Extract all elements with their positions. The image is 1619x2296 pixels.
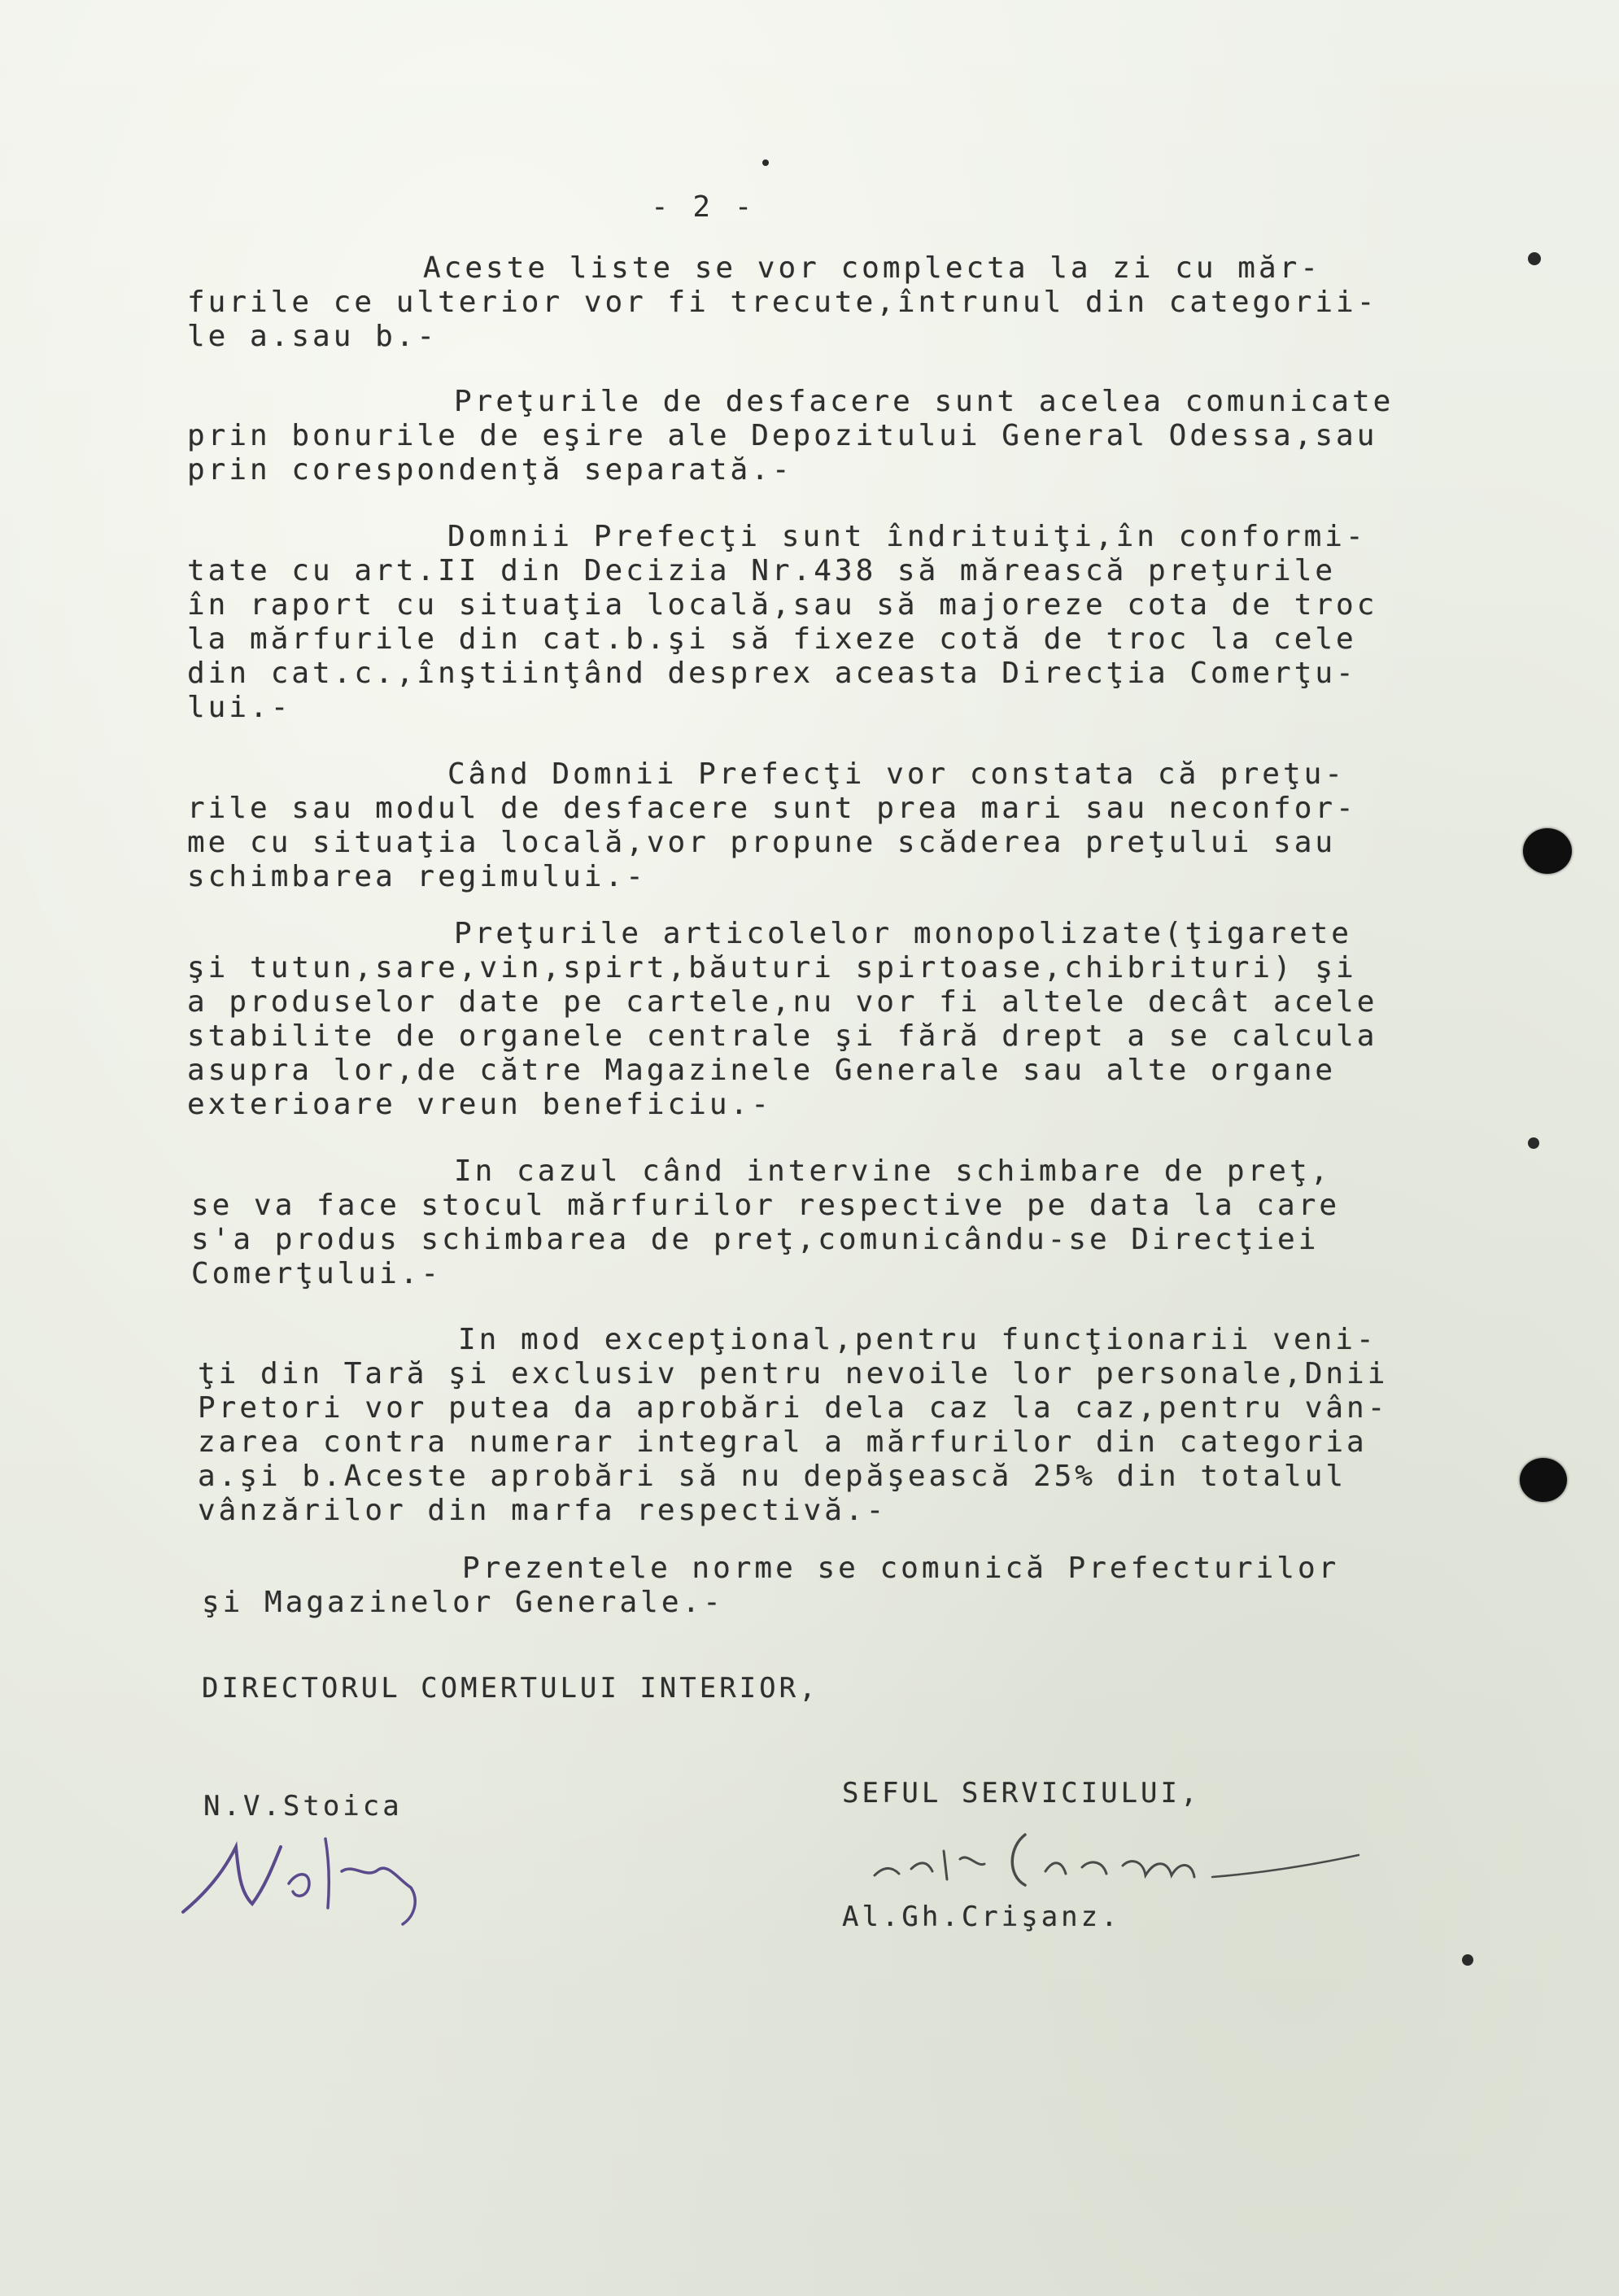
right-handwritten-signature [862, 1810, 1367, 1900]
paper-mark [762, 159, 769, 166]
paragraph-1-line-1: Aceste liste se vor complecta la zi cu măr- [423, 251, 1321, 285]
paragraph-4-line-2: rile sau modul de desfacere sunt prea mari sau neconfor- [187, 792, 1357, 825]
paragraph-7-line-3: Pretori vor putea da aprobări dela caz la caz,pentru vân- [198, 1391, 1389, 1425]
paragraph-5-line-2: şi tutun,sare,vin,spirt,băuturi spirtoase,chibrituri) şi [187, 951, 1357, 984]
paragraph-3-line-4: la mărfurile din cat.b.şi să fixeze cotă de troc la cele [187, 622, 1357, 656]
paragraph-6-line-4: Comerţului.- [191, 1257, 443, 1290]
paragraph-4-line-1: Când Domnii Prefecţi vor constata că preţu- [447, 757, 1346, 791]
paragraph-3-line-3: în raport cu situaţia locală,sau să majoreze cota de troc [187, 588, 1378, 622]
paper-mark [1462, 1954, 1473, 1966]
paragraph-8-line-1: Prezentele norme se comunică Prefecturilor [462, 1552, 1340, 1585]
paragraph-3-line-6: lui.- [187, 691, 292, 724]
paragraph-5-line-1: Preţurile articolelor monopolizate(ţigarete [454, 917, 1352, 950]
page-number: - 2 - [651, 190, 756, 224]
paragraph-7-line-1: In mod excepţional,pentru funcţionarii veni- [458, 1323, 1377, 1356]
paragraph-3-line-2: tate cu art.II din Decizia Nr.438 să mărească preţurile [187, 554, 1337, 587]
paragraph-2-line-3: prin corespondenţă separată.- [187, 453, 793, 487]
paragraph-4-line-3: me cu situaţia locală,vor propune scăderea preţului sau [187, 826, 1337, 859]
paragraph-2-line-1: Preţurile de desfacere sunt acelea comunicate [454, 385, 1394, 418]
punch-hole-1 [1523, 828, 1572, 874]
paragraph-1-line-3: le a.sau b.- [187, 320, 439, 353]
paragraph-3-line-5: din cat.c.,înştiinţând desprex aceasta Direcţia Comerţu- [187, 657, 1357, 690]
right-signatory-title: SEFUL SERVICIULUI, [842, 1777, 1201, 1809]
paragraph-7-line-4: zarea contra numerar integral a mărfurilor din categoria [198, 1425, 1368, 1459]
paragraph-1-line-2: furile ce ulterior vor fi trecute,întrunul din categorii- [187, 286, 1378, 319]
paragraph-5-line-4: stabilite de organele centrale şi fără drept a se calcula [187, 1019, 1378, 1053]
paragraph-5-line-6: exterioare vreun beneficiu.- [187, 1088, 772, 1121]
director-title: DIRECTORUL COMERTULUI INTERIOR, [202, 1672, 819, 1705]
right-signatory-name: Al.Gh.Crişanz. [842, 1901, 1121, 1933]
paragraph-5-line-3: a produselor date pe cartele,nu vor fi altele decât acele [187, 985, 1378, 1019]
paragraph-8-line-2: şi Magazinelor Generale.- [202, 1586, 724, 1619]
paragraph-7-line-2: ţi din Tară şi exclusiv pentru nevoile lor personale,Dnii [198, 1357, 1389, 1390]
paragraph-7-line-6: vânzărilor din marfa respectivă.- [198, 1494, 888, 1527]
paragraph-6-line-1: In cazul când intervine schimbare de preţ, [454, 1155, 1332, 1188]
punch-hole-2 [1520, 1458, 1567, 1502]
paragraph-5-line-5: asupra lor,de către Magazinele Generale sau alte organe [187, 1054, 1337, 1087]
paragraph-7-line-5: a.şi b.Aceste aprobări să nu depăşească 25% din totalul [198, 1460, 1347, 1493]
left-handwritten-signature [175, 1822, 443, 1936]
paragraph-3-line-1: Domnii Prefecţi sunt îndrituiţi,în conformi- [447, 520, 1367, 553]
left-signatory-name: N.V.Stoica [203, 1790, 403, 1822]
paper-mark [1528, 1137, 1539, 1149]
paragraph-2-line-2: prin bonurile de eşire ale Depozitului General Odessa,sau [187, 419, 1378, 452]
paragraph-4-line-4: schimbarea regimului.- [187, 860, 647, 893]
paper-mark [1528, 252, 1541, 265]
paragraph-6-line-3: s'a produs schimbarea de preţ,comunicându-se Direcţiei [191, 1223, 1320, 1256]
paragraph-6-line-2: se va face stocul mărfurilor respective pe data la care [191, 1189, 1341, 1222]
